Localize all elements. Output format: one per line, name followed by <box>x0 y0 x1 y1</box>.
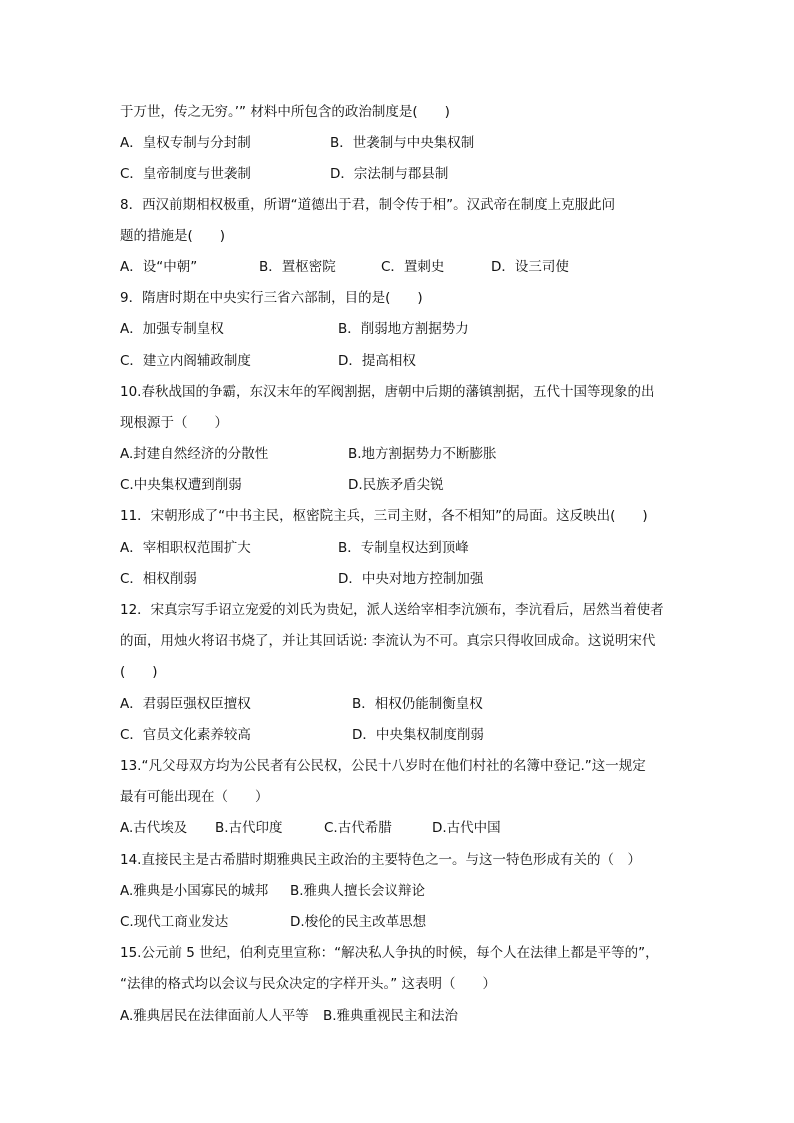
q12-option-a: A．君弱臣强权臣擅权 <box>120 696 251 712</box>
q15-stem-line1: 15.公元前 5 世纪，伯利克里宣称：“解决私人争执的时候，每个人在法律上都是平等的”， <box>120 945 659 961</box>
q12-stem-line2: 的面，用烛火将诏书烧了，并让其回话说: 李流认为不可。真宗只得收回成命。这说明宋代 <box>120 633 656 649</box>
q7-option-b: B．世袭制与中央集权制 <box>330 135 475 151</box>
q12-option-c: C．官员文化素养较高 <box>120 727 251 743</box>
q15-stem-line2: “法律的格式均以会议与民众决定的字样开头。” 这表明（ ） <box>120 976 497 992</box>
q10-option-b: B.地方割据势力不断膨胀 <box>348 446 497 462</box>
q8-option-c: C．置刺史 <box>381 259 445 275</box>
q10-stem-line2: 现根源于（ ） <box>120 415 228 431</box>
q8-option-d: D．设三司使 <box>491 259 569 275</box>
q15-option-a: A.雅典居民在法律面前人人平等 <box>120 1008 309 1024</box>
q7-stem-tail: 于万世，传之无穷。’” 材料中所包含的政治制度是( ) <box>120 104 450 120</box>
q9-option-b: B．削弱地方割据势力 <box>338 321 469 337</box>
q10-option-a: A.封建自然经济的分散性 <box>120 446 269 462</box>
q9-stem: 9．隋唐时期在中央实行三省六部制，目的是( ) <box>120 290 423 306</box>
q12-stem-line3: ( ) <box>120 664 158 680</box>
q13-option-b: B.古代印度 <box>215 820 283 836</box>
q12-option-d: D．中央集权制度削弱 <box>352 727 484 743</box>
q7-option-d: D．宗法制与郡县制 <box>330 166 449 182</box>
q14-option-d: D.梭伦的民主改革思想 <box>290 914 427 930</box>
q11-option-d: D．中央对地方控制加强 <box>338 571 484 587</box>
q11-option-a: A．宰相职权范围扩大 <box>120 540 251 556</box>
q14-stem: 14.直接民主是古希腊时期雅典民主政治的主要特色之一。与这一特色形成有关的（ ） <box>120 852 641 868</box>
q15-option-b: B.雅典重视民主和法治 <box>323 1008 459 1024</box>
q11-option-b: B．专制皇权达到顶峰 <box>338 540 469 556</box>
q8-option-a: A．设“中朝” <box>120 259 198 275</box>
q7-option-c: C．皇帝制度与世袭制 <box>120 166 251 182</box>
q10-option-c: C.中央集权遭到削弱 <box>120 477 242 493</box>
q9-option-d: D．提高相权 <box>338 353 416 369</box>
q13-stem-line1: 13.“凡父母双方均为公民者有公民权，公民十八岁时在他们村社的名簿中登记.”这一规定 <box>120 758 646 774</box>
q14-option-b: B.雅典人擅长会议辩论 <box>290 883 426 899</box>
q11-stem: 11．宋朝形成了“中书主民，枢密院主兵，三司主财，各不相知”的局面。这反映出( ) <box>120 508 648 524</box>
q9-option-a: A．加强专制皇权 <box>120 321 224 337</box>
q13-option-a: A.古代埃及 <box>120 820 188 836</box>
q14-option-c: C.现代工商业发达 <box>120 914 229 930</box>
q13-option-d: D.古代中国 <box>432 820 501 836</box>
q13-stem-line2: 最有可能出现在（ ） <box>120 789 269 805</box>
q8-option-b: B．置枢密院 <box>259 259 336 275</box>
q13-option-c: C.古代希腊 <box>324 820 392 836</box>
q10-option-d: D.民族矛盾尖锐 <box>348 477 444 493</box>
q12-option-b: B．相权仍能制衡皇权 <box>352 696 483 712</box>
q10-stem-line1: 10.春秋战国的争霸，东汉末年的军阀割据，唐朝中后期的藩镇割据，五代十国等现象的出 <box>120 384 655 400</box>
q14-option-a: A.雅典是小国寡民的城邦 <box>120 883 269 899</box>
q8-stem-line1: 8．西汉前期相权极重，所谓“道德出于君，制令传于相”。汉武帝在制度上克服此问 <box>120 197 616 213</box>
q8-stem-line2: 题的措施是( ) <box>120 228 226 244</box>
q12-stem-line1: 12．宋真宗写手诏立宠爱的刘氏为贵妃，派人送给宰相李沆颁布，李沆看后，居然当着使者 <box>120 602 664 618</box>
q7-option-a: A．皇权专制与分封制 <box>120 135 251 151</box>
q11-option-c: C．相权削弱 <box>120 571 197 587</box>
q9-option-c: C．建立内阁辅政制度 <box>120 353 251 369</box>
